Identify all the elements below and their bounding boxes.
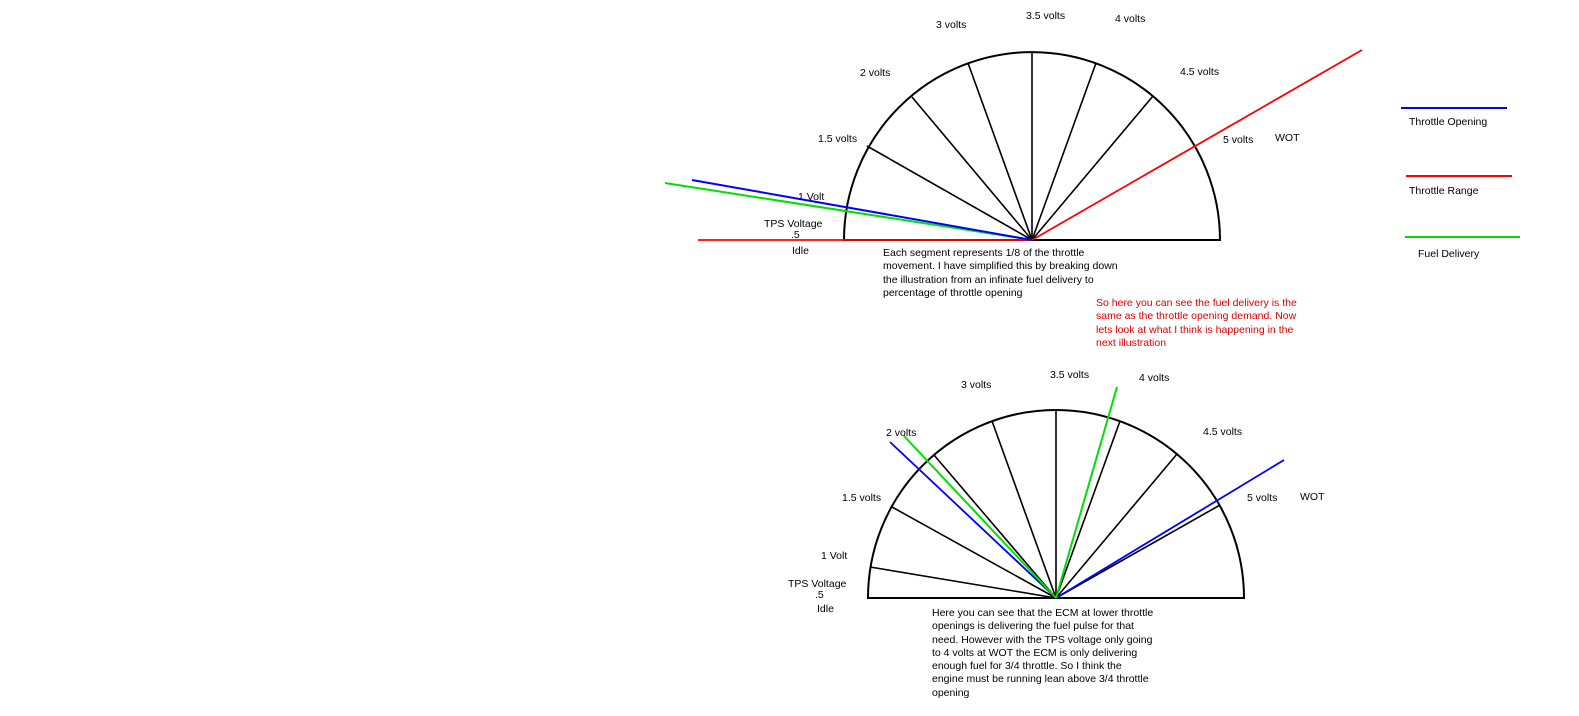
label-idle: Idle <box>817 603 834 615</box>
throttle-range-wot-line <box>1032 50 1362 240</box>
label-5-volts: 5 volts <box>1247 492 1278 504</box>
label-3-volts: 3 volts <box>936 19 967 31</box>
segment-line <box>992 421 1056 598</box>
segment-line <box>968 63 1032 240</box>
segment-line <box>1056 454 1177 598</box>
label-4-5-volts: 4.5 volts <box>1180 66 1220 78</box>
segment-lines <box>870 410 1220 598</box>
fuel-delivery-line-low <box>904 436 1056 598</box>
label-1-5-volts: 1.5 volts <box>842 492 882 504</box>
label-tps-value: .5 <box>791 229 800 241</box>
label-wot: WOT <box>1275 132 1300 144</box>
diagram-1-note: Each segment represents 1/8 of the throttle movement. I have simplified this by breaking down the illustration from an infinate fuel delivery to percentage of throttle opening <box>883 247 1118 299</box>
legend <box>1401 108 1520 260</box>
fuel-delivery-line <box>665 183 1032 240</box>
diagram-1-red-note: So here you can see the fuel delivery is the same as the throttle opening demand. Now lets look at what I think is happening in the next illustration <box>1096 297 1297 349</box>
diagram-1 <box>665 10 1362 257</box>
label-5-volts: 5 volts <box>1223 134 1254 146</box>
label-4-volts: 4 volts <box>1115 13 1146 25</box>
label-3-5-volts: 3.5 volts <box>1050 369 1090 381</box>
label-3-volts: 3 volts <box>961 379 992 391</box>
segment-line <box>1032 63 1096 240</box>
label-1-volt: 1 Volt <box>821 550 848 562</box>
label-2-volts: 2 volts <box>886 427 917 439</box>
label-1-volt: 1 Volt <box>798 191 825 203</box>
segment-line <box>912 97 1032 240</box>
legend-throttle-opening-label: Throttle Opening <box>1409 116 1488 128</box>
label-tps-voltage: TPS Voltage <box>764 218 823 230</box>
label-3-5-volts: 3.5 volts <box>1026 10 1066 22</box>
segment-line <box>1056 421 1120 598</box>
label-idle: Idle <box>792 245 809 257</box>
label-tps-voltage: TPS Voltage <box>788 578 847 590</box>
diagram-2-note: Here you can see that the ECM at lower throttle openings is delivering the fuel pulse for that need. However with the TPS voltage only going to 4 volts at WOT the ECM is only delivering enough fuel for 3/4 throttle. So I think the engine must be running lean above 3/4 throttle opening <box>932 607 1154 699</box>
diagram-2 <box>788 369 1325 615</box>
label-wot: WOT <box>1300 491 1325 503</box>
throttle-opening-line <box>692 180 1032 240</box>
label-4-5-volts: 4.5 volts <box>1203 426 1243 438</box>
label-4-volts: 4 volts <box>1139 372 1170 384</box>
legend-throttle-range-label: Throttle Range <box>1409 185 1479 197</box>
legend-fuel-delivery-label: Fuel Delivery <box>1418 248 1480 260</box>
segment-lines <box>867 52 1153 240</box>
segment-line <box>1032 96 1153 240</box>
label-2-volts: 2 volts <box>860 67 891 79</box>
label-tps-value: .5 <box>815 589 824 601</box>
segment-line <box>934 455 1056 598</box>
label-1-5-volts: 1.5 volts <box>818 133 858 145</box>
